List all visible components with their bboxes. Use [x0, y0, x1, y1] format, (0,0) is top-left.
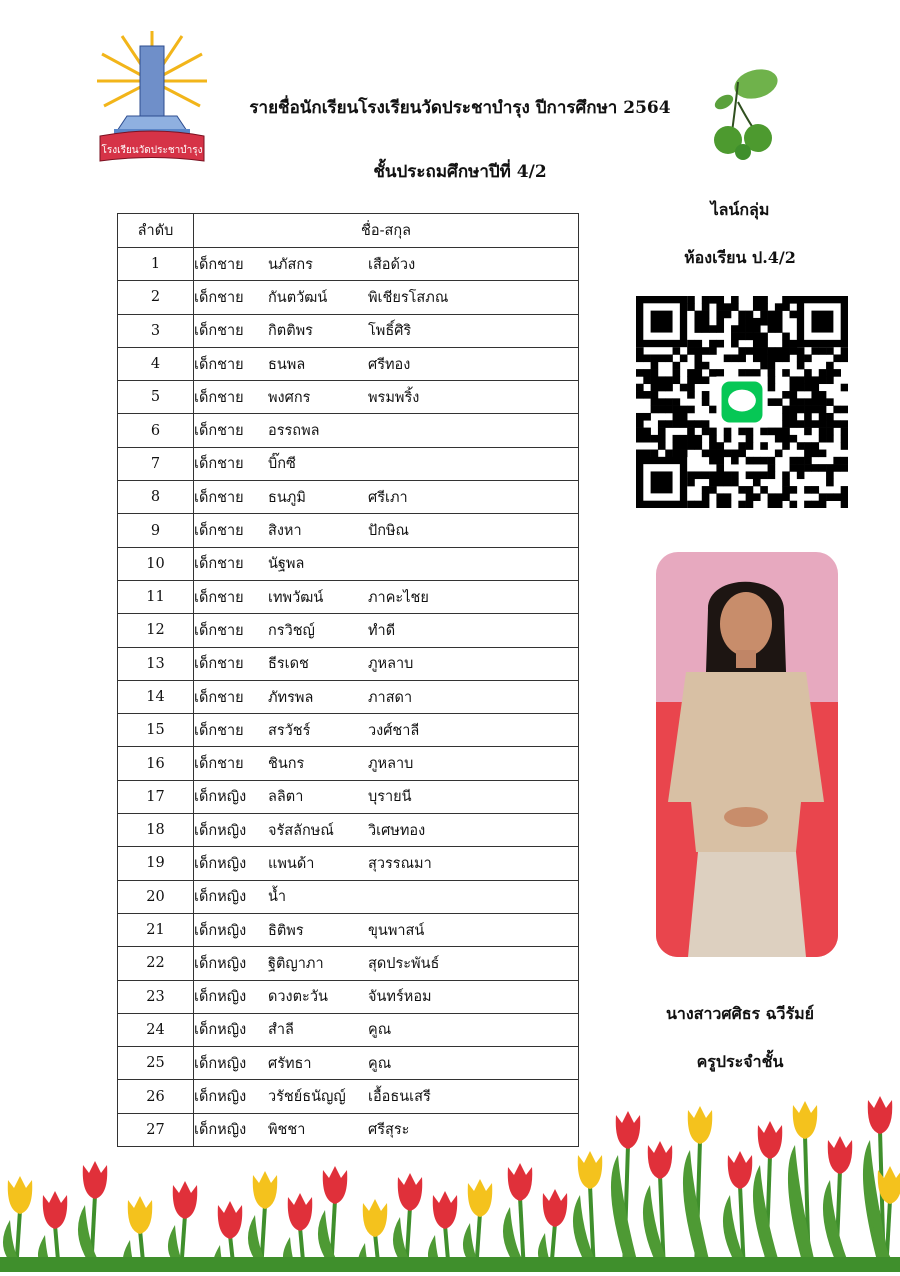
tulip-icon — [363, 1199, 388, 1237]
student-name-cell — [194, 714, 579, 747]
tulip-icon — [543, 1189, 568, 1227]
student-first-name: ธิติพร — [268, 922, 304, 939]
table-row — [118, 547, 579, 580]
student-last-name: ภูหลาบ — [368, 656, 414, 673]
school-logo — [92, 26, 212, 176]
student-first-name: บิ๊กซี — [268, 456, 296, 473]
student-last-name: พิเชียรโสภณ — [368, 289, 449, 306]
student-title: เด็กหญิง — [194, 922, 247, 939]
row-number: 17 — [118, 780, 194, 813]
student-name-cell — [194, 481, 579, 514]
student-last-name: ภูหลาบ — [368, 756, 414, 773]
column-header-name: ชื่อ-สกุล — [194, 214, 579, 248]
line-qr-code[interactable] — [636, 296, 848, 508]
student-first-name: ธีรเดช — [268, 656, 309, 673]
student-first-name: นภัสกร — [268, 256, 313, 273]
tulip-icon — [868, 1096, 893, 1134]
table-row — [118, 880, 579, 913]
student-name-cell — [194, 647, 579, 680]
student-first-name: ภัทรพล — [268, 689, 314, 706]
tulip-icon — [468, 1179, 493, 1217]
student-last-name: สุดประพันธ์ — [368, 955, 440, 972]
teacher-name: นางสาวศศิธร ฉวีรัมย์ — [665, 1004, 815, 1023]
student-first-name: ชินกร — [268, 756, 305, 773]
student-title: เด็กชาย — [194, 456, 244, 473]
student-name-cell — [194, 248, 579, 281]
student-first-name: ดวงตะวัน — [268, 989, 328, 1006]
student-last-name: ขุนพาสน์ — [368, 922, 425, 939]
student-last-name: คูณ — [368, 1055, 392, 1072]
student-name-cell — [194, 1047, 579, 1080]
table-header-row — [118, 214, 579, 248]
student-last-name: ศรีเภา — [368, 489, 408, 506]
column-header-no: ลำดับ — [118, 214, 194, 248]
student-first-name: กิตติพร — [268, 323, 313, 340]
tulip-icon — [648, 1141, 673, 1179]
table-row — [118, 980, 579, 1013]
table-row — [118, 614, 579, 647]
student-title: เด็กหญิง — [194, 889, 247, 906]
student-title: เด็กชาย — [194, 556, 244, 573]
student-last-name: เอื้อธนเสรี — [368, 1089, 431, 1106]
student-last-name: เสือด้วง — [368, 256, 416, 273]
student-last-name: พรมพริ้ง — [368, 389, 420, 406]
student-title: เด็กชาย — [194, 622, 244, 639]
student-first-name: กันตวัฒน์ — [268, 289, 328, 306]
tulip-icon — [288, 1193, 313, 1231]
student-name-cell — [194, 880, 579, 913]
student-first-name: พงศกร — [268, 389, 311, 406]
page-subtitle: ชั้นประถมศึกษาปีที่ 4/2 — [373, 162, 547, 182]
student-last-name: ทำดี — [368, 622, 396, 639]
student-title: เด็กชาย — [194, 423, 244, 440]
student-last-name: ภาสดา — [368, 689, 413, 706]
student-name-cell — [194, 281, 579, 314]
row-number: 24 — [118, 1013, 194, 1046]
student-name-cell — [194, 547, 579, 580]
tulip-icon — [173, 1181, 198, 1219]
table-row — [118, 580, 579, 613]
student-first-name: ฐิติญาภา — [268, 955, 324, 972]
table-row — [118, 514, 579, 547]
student-last-name: โพธิ์ศิริ — [368, 323, 412, 340]
teacher-role: ครูประจำชั้น — [696, 1052, 784, 1071]
tulip-icon — [758, 1121, 783, 1159]
student-first-name: แพนด้า — [268, 855, 315, 872]
student-first-name: อรรถพล — [268, 423, 320, 440]
tulip-icon — [616, 1111, 641, 1149]
table-row — [118, 814, 579, 847]
student-roster-table — [117, 213, 579, 1147]
student-first-name: ลลิตา — [268, 789, 304, 806]
table-row — [118, 680, 579, 713]
row-number: 7 — [118, 447, 194, 480]
row-number: 16 — [118, 747, 194, 780]
table-row — [118, 281, 579, 314]
row-number: 27 — [118, 1113, 194, 1146]
row-number: 19 — [118, 847, 194, 880]
student-title: เด็กหญิง — [194, 1022, 247, 1039]
classroom-label: ห้องเรียน ป.4/2 — [684, 248, 796, 267]
table-row — [118, 248, 579, 281]
student-title: เด็กหญิง — [194, 989, 247, 1006]
table-row — [118, 647, 579, 680]
row-number: 22 — [118, 947, 194, 980]
row-number: 1 — [118, 248, 194, 281]
student-title: เด็กชาย — [194, 756, 244, 773]
tulip-icon — [728, 1151, 753, 1189]
row-number: 11 — [118, 580, 194, 613]
student-last-name: สุวรรณมา — [368, 855, 432, 872]
row-number: 9 — [118, 514, 194, 547]
student-first-name: ธนภูมิ — [268, 489, 306, 506]
row-number: 10 — [118, 547, 194, 580]
row-number: 15 — [118, 714, 194, 747]
tulip-icon — [433, 1191, 458, 1229]
student-name-cell — [194, 814, 579, 847]
tulip-icon — [128, 1196, 153, 1234]
table-row — [118, 947, 579, 980]
student-title: เด็กหญิง — [194, 955, 247, 972]
student-name-cell — [194, 980, 579, 1013]
student-title: เด็กหญิง — [194, 1122, 247, 1139]
student-last-name: ศรีทอง — [368, 356, 411, 373]
student-name-cell — [194, 847, 579, 880]
row-number: 21 — [118, 913, 194, 946]
tulip-icon — [828, 1136, 853, 1174]
student-last-name: จันทร์หอม — [368, 989, 432, 1006]
student-last-name: คูณ — [368, 1022, 392, 1039]
student-first-name: จรัสลักษณ์ — [268, 822, 334, 839]
student-last-name: ศรีสุระ — [368, 1122, 410, 1139]
student-last-name: วงศ์ชาลี — [368, 722, 420, 739]
line-group-label: ไลน์กลุ่ม — [710, 200, 770, 219]
student-title: เด็กชาย — [194, 489, 244, 506]
table-row — [118, 481, 579, 514]
student-name-cell — [194, 314, 579, 347]
student-first-name: วรัชย์ธนัญญ์ — [268, 1089, 346, 1106]
tulip-icon — [8, 1176, 33, 1214]
table-row — [118, 1013, 579, 1046]
student-first-name: สรวัชร์ — [268, 722, 311, 739]
student-title: เด็กชาย — [194, 356, 244, 373]
tulip-icon — [793, 1101, 818, 1139]
student-title: เด็กหญิง — [194, 1089, 247, 1106]
row-number: 12 — [118, 614, 194, 647]
table-row — [118, 314, 579, 347]
row-number: 8 — [118, 481, 194, 514]
teacher-photo — [656, 552, 838, 957]
row-number: 18 — [118, 814, 194, 847]
student-title: เด็กชาย — [194, 256, 244, 273]
student-first-name: น้ำ — [268, 889, 287, 906]
student-name-cell — [194, 913, 579, 946]
row-number: 13 — [118, 647, 194, 680]
tulip-icon — [83, 1161, 108, 1199]
row-number: 14 — [118, 680, 194, 713]
student-first-name: สิงหา — [268, 523, 302, 540]
row-number: 2 — [118, 281, 194, 314]
tulip-icon — [508, 1163, 533, 1201]
student-last-name: บุรายนี — [368, 789, 412, 806]
student-title: เด็กชาย — [194, 689, 244, 706]
table-row — [118, 347, 579, 380]
student-first-name: กรวิชญ์ — [268, 622, 315, 639]
plant-decoration — [698, 62, 788, 172]
student-name-cell — [194, 580, 579, 613]
student-name-cell — [194, 780, 579, 813]
tulip-icon — [253, 1171, 278, 1209]
tulip-icon — [688, 1106, 713, 1144]
student-name-cell — [194, 347, 579, 380]
student-first-name: นัฐพล — [268, 556, 305, 573]
table-row — [118, 780, 579, 813]
student-name-cell — [194, 1013, 579, 1046]
table-row — [118, 714, 579, 747]
tulip-icon — [578, 1151, 603, 1189]
student-title: เด็กชาย — [194, 389, 244, 406]
student-name-cell — [194, 381, 579, 414]
student-title: เด็กชาย — [194, 289, 244, 306]
table-row — [118, 414, 579, 447]
student-name-cell — [194, 947, 579, 980]
student-first-name: ศรัทธา — [268, 1055, 312, 1072]
student-title: เด็กหญิง — [194, 855, 247, 872]
student-name-cell — [194, 680, 579, 713]
student-title: เด็กหญิง — [194, 789, 247, 806]
student-last-name: ภาคะไชย — [368, 589, 429, 606]
student-name-cell — [194, 414, 579, 447]
tulip-icon — [218, 1201, 243, 1239]
student-last-name: ปักษิณ — [368, 523, 409, 540]
tulip-icon — [323, 1166, 348, 1204]
tulip-border-decoration — [0, 1085, 900, 1272]
student-last-name: วิเศษทอง — [368, 822, 426, 839]
student-first-name: พิชชา — [268, 1122, 306, 1139]
student-name-cell — [194, 614, 579, 647]
student-title: เด็กชาย — [194, 523, 244, 540]
student-first-name: เทพวัฒน์ — [268, 589, 324, 606]
row-number: 4 — [118, 347, 194, 380]
table-row — [118, 913, 579, 946]
student-title: เด็กชาย — [194, 589, 244, 606]
table-row — [118, 447, 579, 480]
row-number: 20 — [118, 880, 194, 913]
row-number: 5 — [118, 381, 194, 414]
page-title: รายชื่อนักเรียนโรงเรียนวัดประชาบำรุง ปีการศึกษา 2564 — [249, 98, 671, 118]
student-name-cell — [194, 514, 579, 547]
row-number: 23 — [118, 980, 194, 1013]
student-name-cell — [194, 447, 579, 480]
tulip-icon — [43, 1191, 68, 1229]
logo-text: โรงเรียนวัดประชาบำรุง — [101, 145, 203, 156]
student-title: เด็กชาย — [194, 323, 244, 340]
student-name-cell — [194, 747, 579, 780]
student-first-name: สำลี — [268, 1022, 294, 1039]
row-number: 26 — [118, 1080, 194, 1113]
tulip-icon — [398, 1173, 423, 1211]
table-row — [118, 847, 579, 880]
row-number: 3 — [118, 314, 194, 347]
table-row — [118, 747, 579, 780]
student-title: เด็กชาย — [194, 722, 244, 739]
student-title: เด็กชาย — [194, 656, 244, 673]
row-number: 6 — [118, 414, 194, 447]
table-row — [118, 1047, 579, 1080]
table-row — [118, 381, 579, 414]
student-first-name: ธนพล — [268, 356, 306, 373]
student-title: เด็กหญิง — [194, 1055, 247, 1072]
row-number: 25 — [118, 1047, 194, 1080]
student-title: เด็กหญิง — [194, 822, 247, 839]
